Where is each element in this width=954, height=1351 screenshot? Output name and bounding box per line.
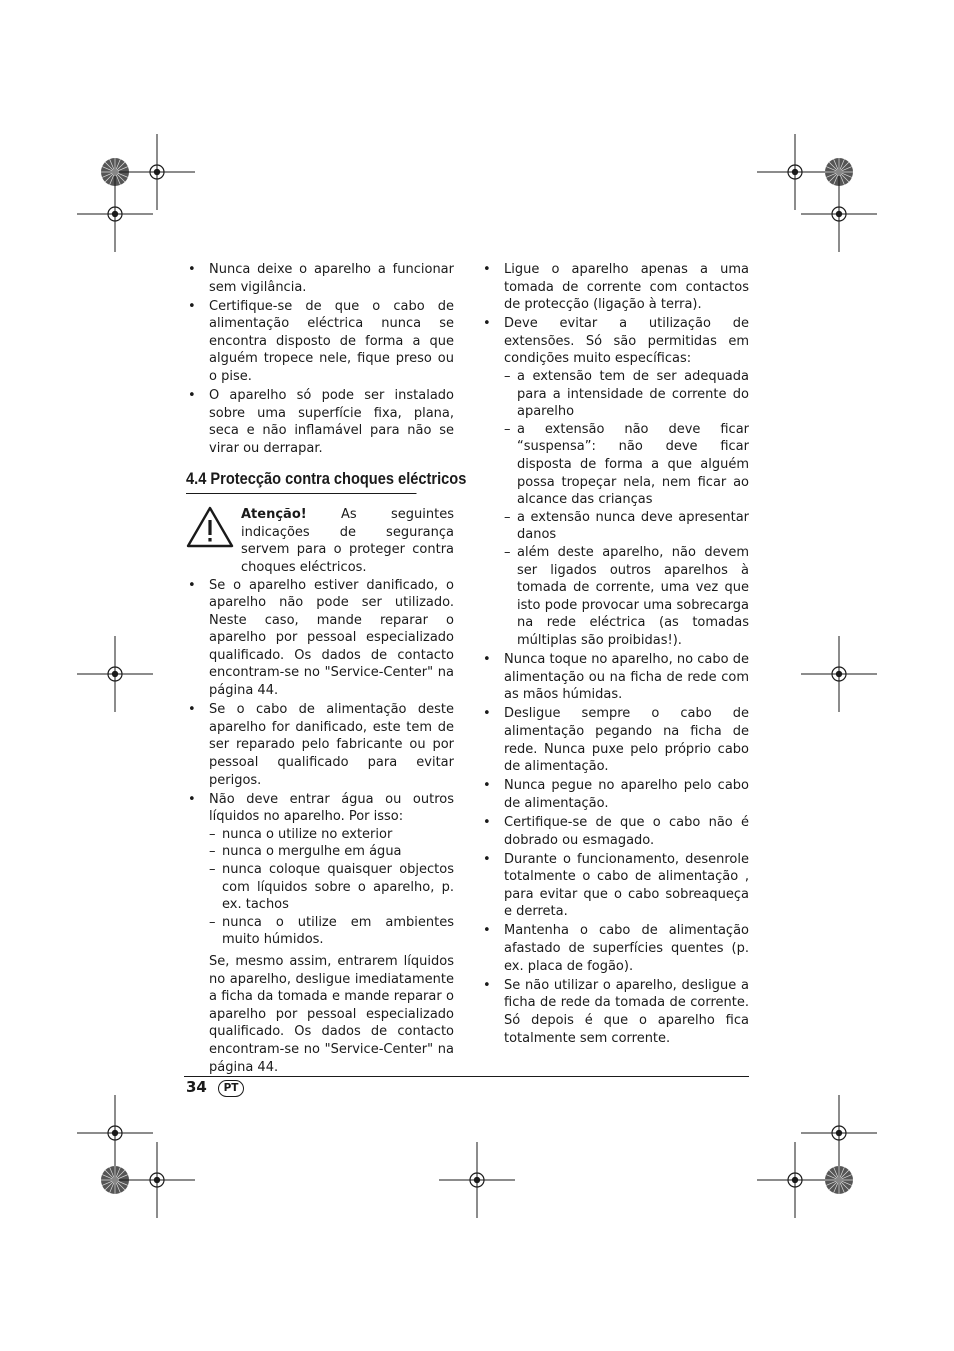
sub-list-item [209, 914, 454, 949]
sub-list-item [209, 861, 454, 914]
list-item [481, 851, 749, 921]
dash-symbol: – [504, 369, 511, 385]
footer-rule [184, 1076, 749, 1077]
sub-list-item-text: nunca o utilize em ambientes muito húmidos. [222, 914, 454, 948]
bullet-symbol: • [483, 977, 491, 993]
dash-symbol: – [209, 914, 216, 930]
list-item-text: Não deve entrar água ou outros líquidos no aparelho. Por isso: [209, 791, 454, 825]
bullet-symbol: • [483, 652, 491, 668]
bullet-symbol: • [483, 851, 491, 867]
bullet-symbol: • [188, 702, 196, 718]
sub-list-item-text: nunca o utilize no exterior [222, 826, 393, 842]
list-item [481, 977, 749, 1047]
dash-symbol: – [209, 862, 216, 877]
sub-list-item-text: nunca coloque quaisquer objectos com líquidos sobre o aparelho, p. ex. tachos [222, 862, 454, 913]
bullet-symbol: • [483, 706, 491, 722]
bullet-symbol: • [483, 262, 491, 277]
list-item [481, 814, 749, 849]
sub-list-item-text: a extensão não deve ficar “suspensa”: não deve ficar disposta de forma a que alguém possa tropeçar nela, nem ficar ao alcance das crianças [517, 421, 749, 508]
right-column [481, 261, 749, 1049]
warning-label: Atenção! [241, 507, 307, 523]
bullet-symbol: • [188, 791, 196, 807]
list-item-text: Nunca pegue no aparelho pelo cabo de alimentação. [504, 778, 749, 811]
dash-symbol: – [209, 844, 216, 860]
bullet-symbol: • [483, 316, 491, 332]
list-item-text: Nunca deixe o aparelho a funcionar sem vigilância. [209, 262, 454, 295]
list-item [186, 298, 454, 386]
warning-message: As seguintes indicações de segurança servem para o proteger contra choques eléctricos. [241, 507, 454, 575]
sub-list-item [504, 421, 749, 509]
page-number: 34 [186, 1078, 207, 1096]
list-item [481, 922, 749, 975]
closing-paragraph: Se, mesmo assim, entrarem líquidos no aparelho, desligue imediatamente a ficha da tomada e mande reparar o aparelho por pessoal especializado qualificado. Os dados de contacto encontram-se no "Service-Center" na página 44. [209, 953, 454, 1075]
list-item-text: Certifique-se de que o cabo de alimentação eléctrica nunca se encontra disposto de forma a que alguém tropece nele, fique preso ou o pise. [209, 298, 454, 385]
list-item [481, 315, 749, 649]
list-item-text: Ligue o aparelho apenas a uma tomada de corrente com contactos de protecção (ligação à terra). [504, 262, 749, 313]
list-item-text: Deve evitar a utilização de extensões. Só são permitidas em condições muito específicas: [504, 316, 749, 367]
list-item [481, 261, 749, 314]
list-item [186, 261, 454, 296]
list-item [481, 705, 749, 775]
list-item [186, 791, 454, 949]
list-item-text: Nunca toque no aparelho, no cabo de alimentação ou na ficha de rede com as mãos húmidas. [504, 652, 749, 703]
list-item-text: Se não utilizar o aparelho, desligue a ficha de rede da tomada de corrente. Só depois é que o aparelho fica totalmente sem corrente. [504, 977, 749, 1046]
list-item [481, 651, 749, 704]
bullet-symbol: • [188, 577, 196, 593]
dash-symbol: – [504, 509, 511, 525]
list-item [186, 701, 454, 789]
list-item-text: Certifique-se de que o cabo não é dobrado ou esmagado. [504, 814, 749, 848]
sub-list-item [209, 843, 454, 861]
sub-list-item [504, 544, 749, 650]
dash-symbol: – [504, 421, 511, 437]
dash-symbol: – [504, 545, 511, 560]
bullet-symbol: • [483, 778, 491, 794]
sub-list-item [504, 368, 749, 421]
bullet-symbol: • [188, 262, 196, 277]
list-item [186, 577, 454, 700]
sub-list-item [504, 509, 749, 544]
sub-list-item [209, 826, 454, 844]
left-column [186, 261, 467, 1076]
list-item-text: Se o aparelho estiver danificado, o aparelho não pode ser utilizado. Neste caso, mande reparar o aparelho por pessoal especializado qualificado. Os dados de contacto encontram-se no "Service-Center" na página 44. [209, 577, 454, 699]
list-item [481, 777, 749, 812]
sub-list-item-text: a extensão tem de ser adequada para a intensidade de corrente do aparelho [517, 369, 749, 420]
dash-symbol: – [209, 826, 216, 842]
list-item-text: Mantenha o cabo de alimentação afastado de superfícies quentes (p. ex. placa de fogão). [504, 923, 749, 974]
list-item-text: Se o cabo de alimentação deste aparelho for danificado, este tem de ser reparado pelo fabricante ou por pessoal qualificado para evitar perigos. [209, 702, 454, 788]
language-badge: PT [218, 1080, 244, 1097]
sub-list-item-text: a extensão nunca deve apresentar danos [517, 509, 749, 543]
warning-triangle-icon [186, 506, 234, 548]
section-heading: 4.4 Protecção contra choques eléctricos [186, 470, 416, 495]
list-item-text: Durante o funcionamento, desenrole totalmente o cabo de alimentação , para evitar que o cabo sobreaqueça e derreta. [504, 851, 749, 920]
list-item-text: Desligue sempre o cabo de alimentação pegando na ficha de rede. Nunca puxe pelo próprio cabo de alimentação. [504, 706, 749, 775]
list-item-text: O aparelho só pode ser instalado sobre uma superfície fixa, plana, seca e não inflamável para não se virar ou derrapar. [209, 388, 454, 456]
sub-list-item-text: nunca o mergulhe em água [222, 844, 402, 860]
warning-text [241, 506, 454, 576]
bullet-symbol: • [188, 298, 196, 314]
bullet-symbol: • [483, 814, 491, 830]
bullet-symbol: • [483, 923, 491, 939]
bullet-symbol: • [188, 388, 196, 404]
warning-block [186, 506, 454, 576]
list-item [186, 387, 454, 457]
sub-list-item-text: além deste aparelho, não devem ser ligados outros aparelhos à tomada de corrente, uma vez que isto pode provocar uma sobrecarga na rede eléctrica (as tomadas múltiplas são proibidas!). [517, 545, 749, 648]
